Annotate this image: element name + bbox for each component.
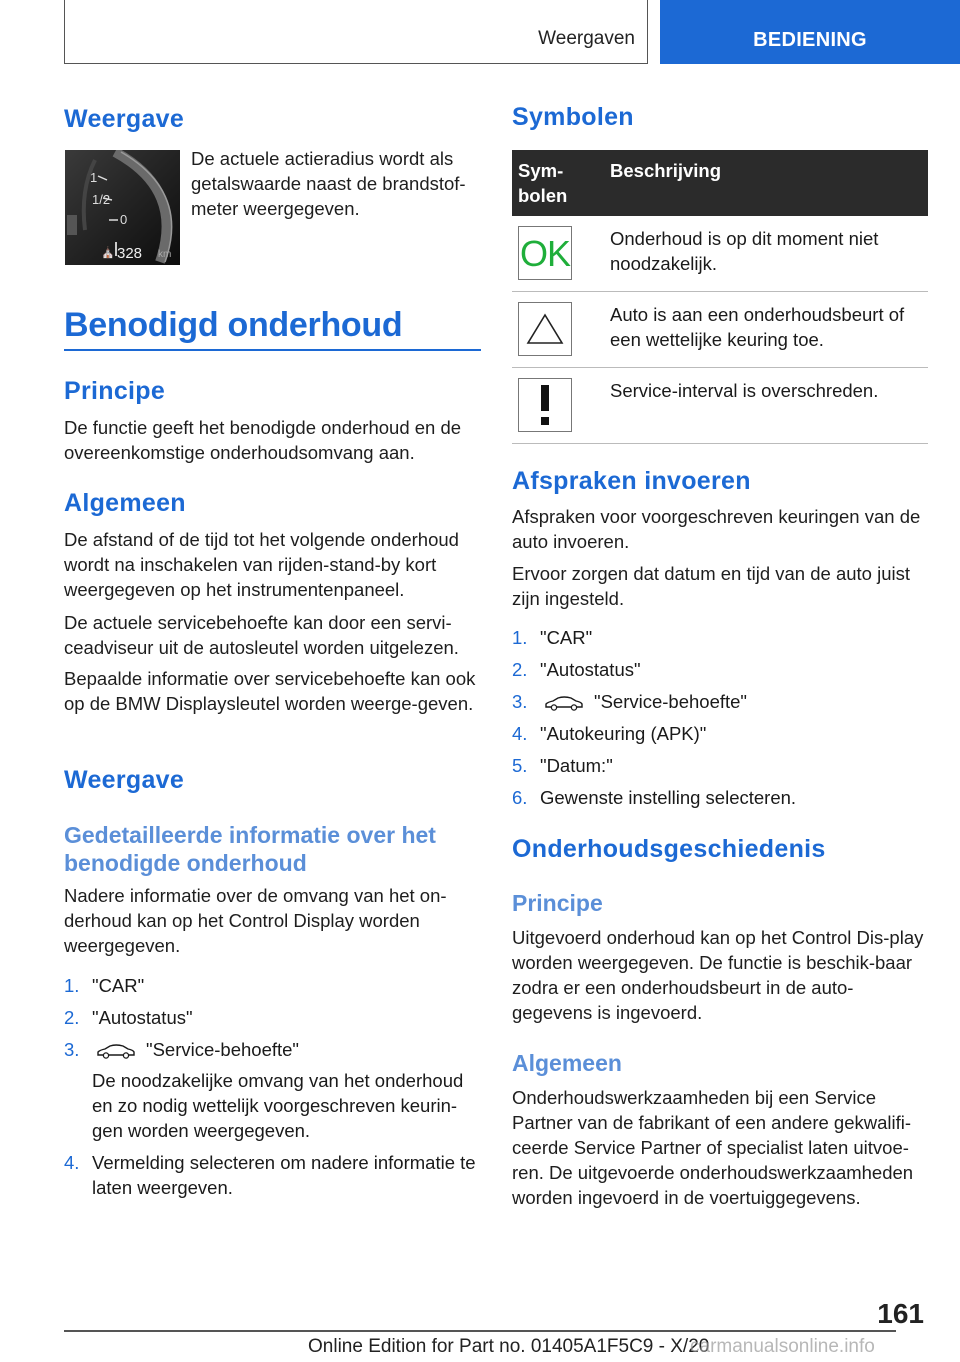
algemeen-paragraph-2: De actuele servicebehoefte kan door een servi-ceadviseur uit de autosleutel worden uitgelezen. bbox=[64, 612, 459, 658]
gauge-range-unit: km bbox=[158, 249, 172, 260]
table-cell-description: Service-interval is overschreden. bbox=[604, 368, 928, 444]
list-item: 3. "Service-behoefte" bbox=[512, 691, 747, 712]
page-number: 161 bbox=[877, 1298, 924, 1329]
geschiedenis-principe-text: Uitgevoerd onderhoud kan op het Control Dis-play worden weergegeven. De functie is beschik-baar zodra er een onderhoudsbeurt in de auto-gegevens is ingevoerd. bbox=[512, 927, 924, 1023]
list-item: 4. Vermelding selecteren om nadere informatie te laten weergeven. bbox=[64, 1152, 476, 1198]
symbols-table bbox=[512, 150, 928, 444]
table-header-description: Beschrijving bbox=[604, 150, 928, 216]
list-item: 3. "Service-behoefte" De noodzakelijke omvang van het onderhoud en zo nodig wettelijk voorgeschreven keurin-gen worden weergegeven. bbox=[64, 1037, 484, 1143]
exclamation-icon bbox=[518, 378, 572, 432]
footer-edition: Online Edition for Part no. 01405A1F5C9 - X/20 bbox=[308, 1336, 710, 1357]
footer-rule bbox=[64, 1330, 896, 1332]
table-header-row bbox=[512, 150, 928, 216]
title-underline bbox=[64, 349, 481, 351]
weergave-text: De actuele actieradius wordt als getalswaarde naast de brandstof-meter weergegeven. bbox=[191, 148, 466, 219]
header-chapter-tab bbox=[660, 0, 960, 64]
list-item: 1. "CAR" bbox=[512, 627, 593, 648]
afspraken-paragraph-1: Afspraken voor voorgeschreven keuringen van de auto invoeren. bbox=[512, 506, 921, 552]
onderhoudsgeschiedenis-heading: Onderhoudsgeschiedenis bbox=[512, 835, 826, 863]
principe-text: De functie geeft het benodigde onderhoud en de overeenkomstige onderhoudsomvang aan. bbox=[64, 417, 462, 463]
fuel-pump-icon: ⛪ bbox=[101, 247, 115, 259]
gauge-mark-empty: 0 bbox=[120, 212, 128, 227]
weergave-heading: Weergave bbox=[64, 105, 185, 133]
geschiedenis-algemeen-text: Onderhoudswerkzaamheden bij een Service Partner van de fabrikant of een andere gekwalifi-ceerde Service Partner of specialist laten uitvoe-ren. De uitgevoerde onderhoudswerkzaamheden worden ingevoerd in de voertuiggegevens. bbox=[512, 1087, 914, 1208]
gauge-mark-full: 1 bbox=[90, 170, 98, 185]
fuel-gauge-image bbox=[65, 150, 180, 265]
list-item: 2. "Autostatus" bbox=[512, 659, 641, 680]
geschiedenis-principe-heading: Principe bbox=[512, 890, 603, 916]
detail-info-heading: Gedetailleerde informatie over het benodigde onderhoud bbox=[64, 822, 436, 876]
header-section-box bbox=[64, 0, 648, 64]
header-chapter-label: BEDIENING bbox=[753, 29, 867, 51]
list-item: 5. "Datum:" bbox=[512, 755, 613, 776]
table-header-symbols: Sym-bolen bbox=[512, 150, 604, 216]
table-cell-description: Auto is aan een onderhoudsbeurt of een wettelijke keuring toe. bbox=[604, 292, 928, 368]
list-item: 6. Gewenste instelling selecteren. bbox=[512, 787, 797, 808]
table-row bbox=[512, 292, 928, 368]
detail-info-text: Nadere informatie over de omvang van het on-derhoud kan op het Control Display worden weergegeven. bbox=[64, 885, 447, 956]
table-row bbox=[512, 368, 928, 444]
afspraken-paragraph-2: Ervoor zorgen dat datum en tijd van de auto juist zijn ingesteld. bbox=[512, 563, 910, 609]
table-cell-description: Onderhoud is op dit moment niet noodzakelijk. bbox=[604, 216, 928, 292]
ok-icon: OK bbox=[518, 226, 572, 280]
warning-triangle-icon bbox=[518, 302, 572, 356]
algemeen-paragraph-3: Bepaalde informatie over servicebehoefte kan ook op de BMW Displaysleutel worden weerge-geven. bbox=[64, 668, 476, 714]
step-note: De noodzakelijke omvang van het onderhoud en zo nodig wettelijk voorgeschreven keurin-gen worden weergegeven. bbox=[92, 1070, 464, 1141]
page-title: Benodigd onderhoud bbox=[64, 306, 403, 344]
geschiedenis-algemeen-heading: Algemeen bbox=[512, 1050, 622, 1076]
car-icon bbox=[96, 1043, 136, 1059]
gauge-range-value: 328 bbox=[117, 245, 143, 262]
weergave-2-heading: Weergave bbox=[64, 766, 185, 794]
footer-watermark: carmanualsonline.info bbox=[690, 1336, 875, 1357]
gauge-mark-half: 1/2 bbox=[92, 192, 111, 207]
list-item: 2. "Autostatus" bbox=[64, 1007, 193, 1028]
symbolen-heading: Symbolen bbox=[512, 103, 634, 131]
list-item: 4. "Autokeuring (APK)" bbox=[512, 723, 707, 744]
header-section-title: Weergaven bbox=[538, 28, 635, 49]
table-row bbox=[512, 216, 928, 292]
afspraken-heading: Afspraken invoeren bbox=[512, 467, 751, 495]
principe-heading: Principe bbox=[64, 377, 166, 405]
list-item: 1. "CAR" bbox=[64, 975, 145, 996]
car-icon bbox=[544, 695, 584, 711]
afspraken-steps-list bbox=[512, 625, 932, 817]
algemeen-heading: Algemeen bbox=[64, 489, 186, 517]
detail-steps-list bbox=[64, 973, 484, 1207]
algemeen-paragraph-1: De afstand of de tijd tot het volgende onderhoud wordt na inschakelen van rijden-stand-by kort weergegeven op het instrumentenpaneel. bbox=[64, 529, 459, 600]
